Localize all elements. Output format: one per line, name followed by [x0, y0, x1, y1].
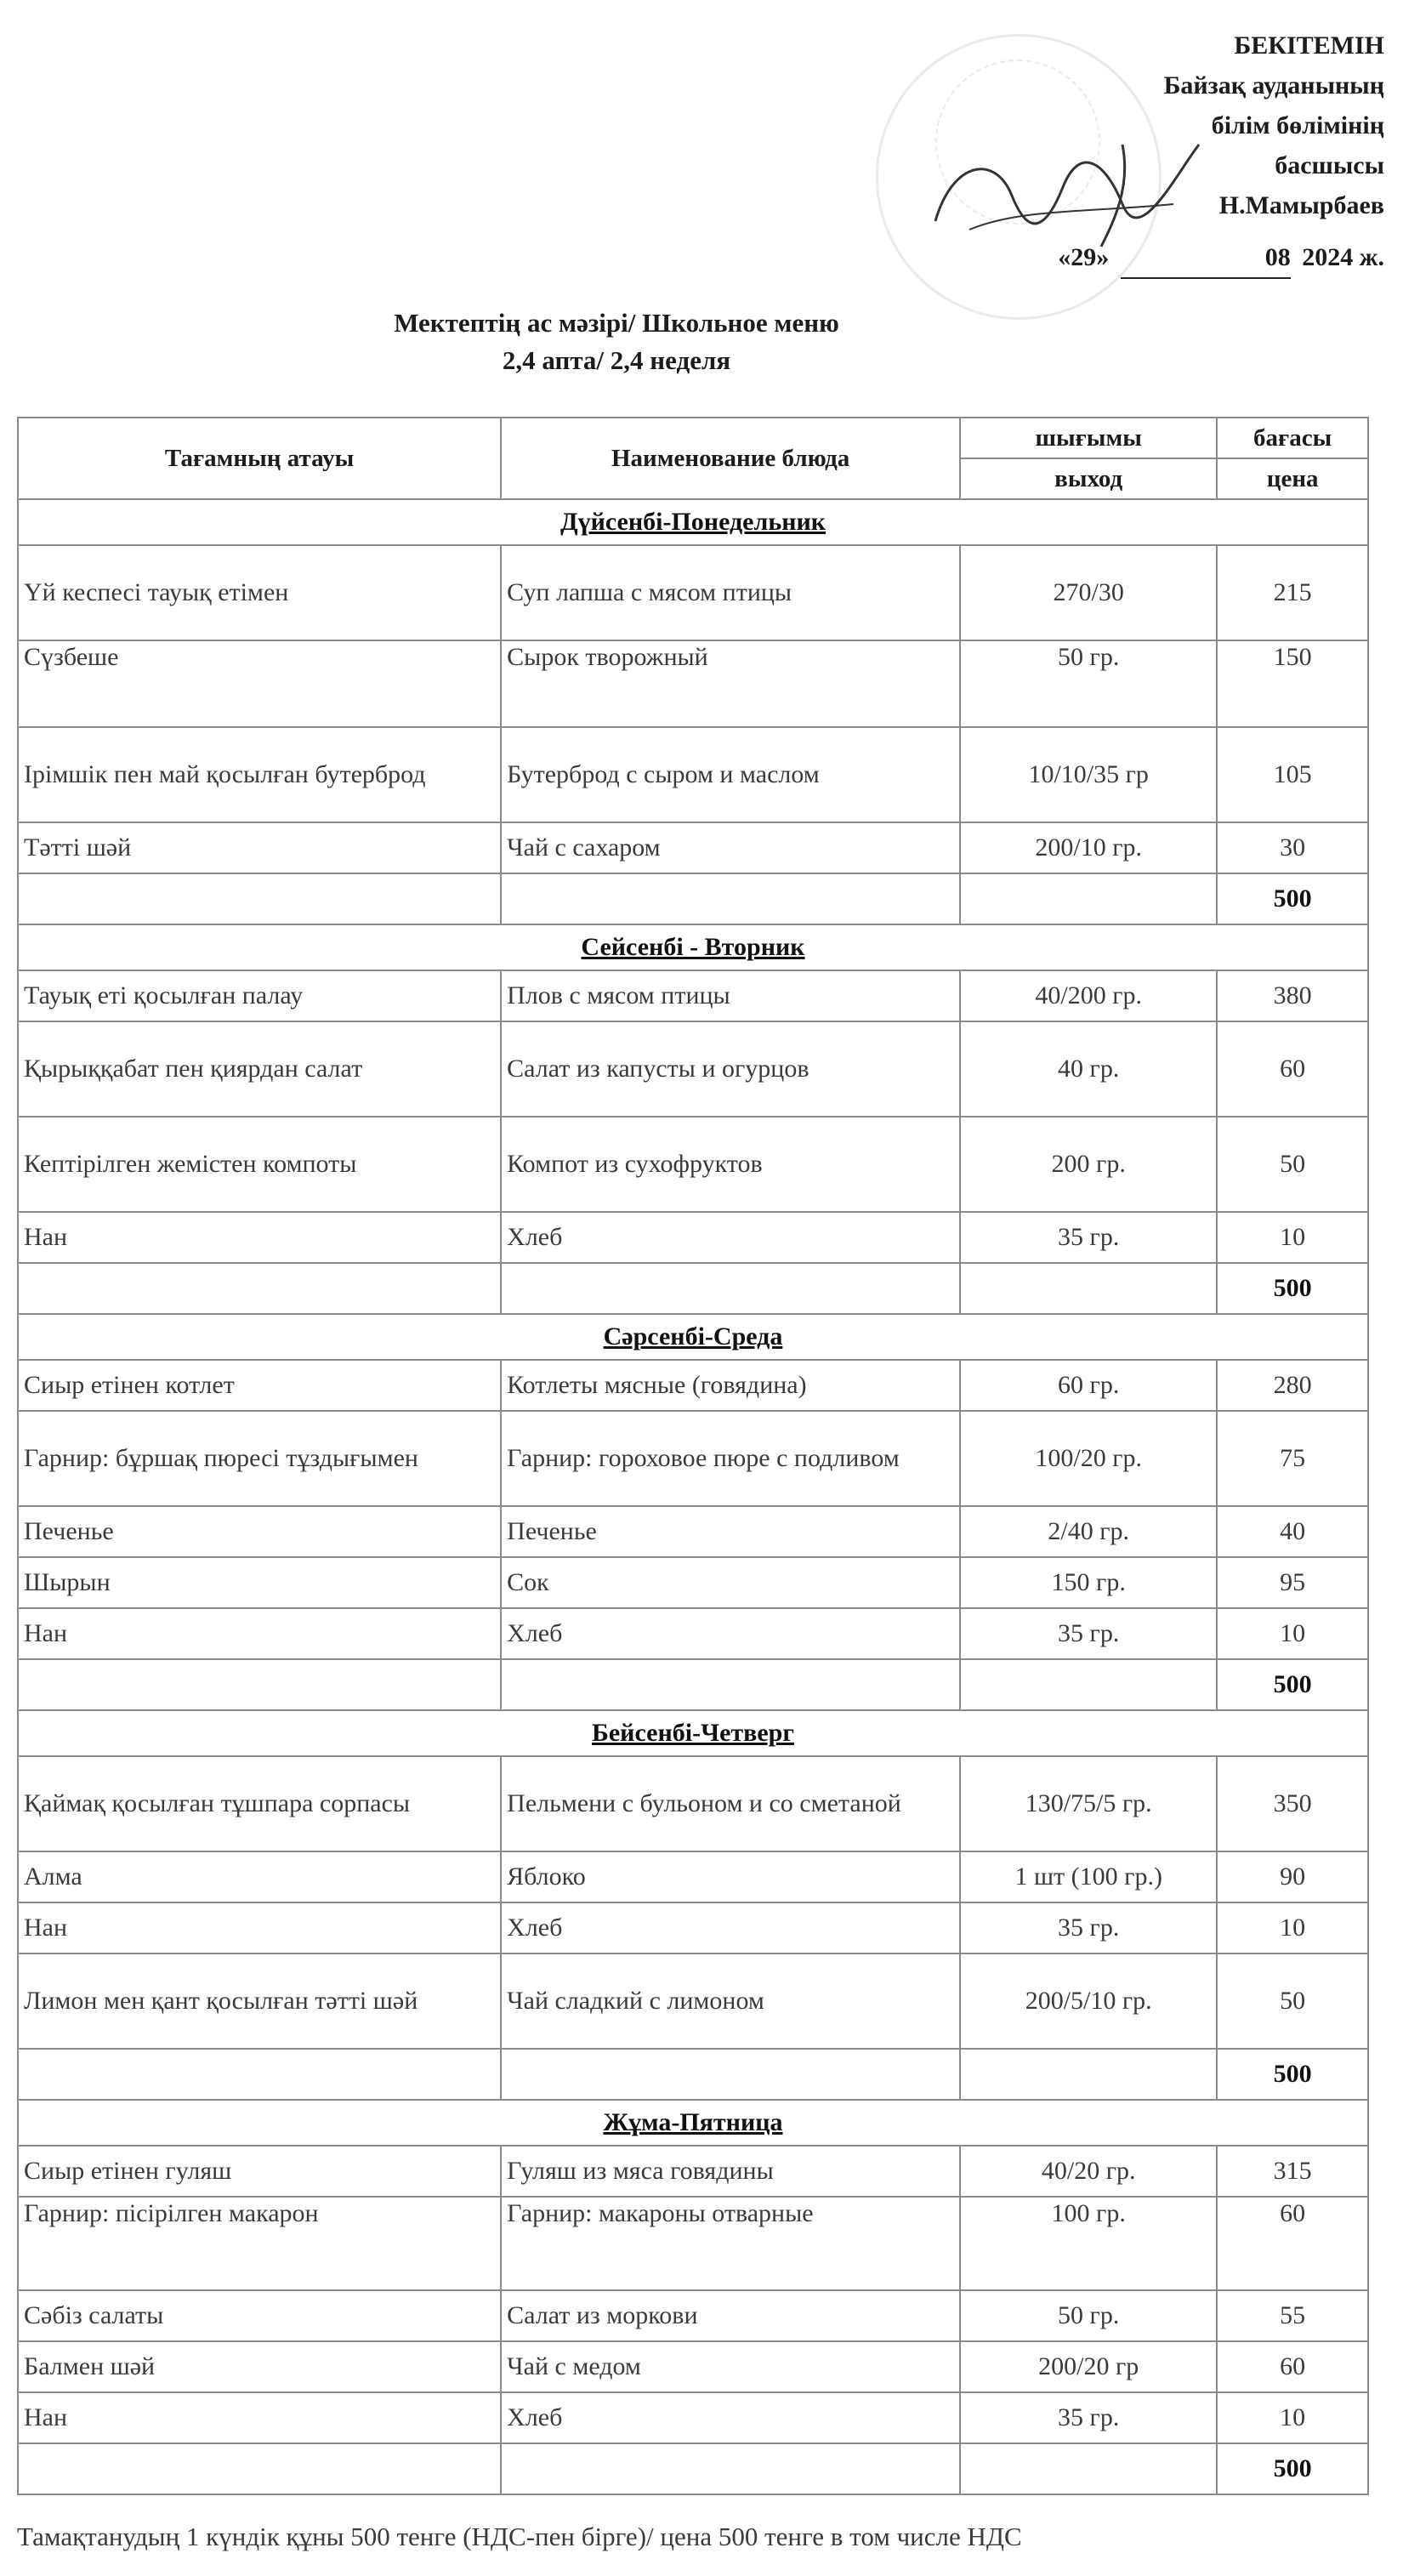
- approver-name: Н.Мамырбаев: [1218, 191, 1384, 219]
- approval-title: БЕКІТЕМІН: [1234, 31, 1384, 60]
- table-row: Тәтті шәй Чай с сахаром 200/10 гр. 30: [18, 822, 1368, 873]
- approval-year: 2024 ж.: [1302, 243, 1384, 271]
- header-ru-name: Наименование блюда: [501, 418, 960, 499]
- menu-table: [17, 417, 1369, 2495]
- table-row: Тауық еті қосылған палау Плов с мясом птицы 40/200 гр. 380: [18, 970, 1368, 1021]
- approval-month: 08: [1121, 237, 1291, 279]
- approval-line-2: білім бөлімінің: [1211, 111, 1384, 139]
- table-row: Нан Хлеб 35 гр. 10: [18, 2392, 1368, 2443]
- menu-title: [0, 304, 1233, 379]
- table-row: Сәбіз салаты Салат из моркови 50 гр. 55: [18, 2290, 1368, 2341]
- table-row: Гарнир: пісірілген макарон Гарнир: макароны отварные 100 гр. 60: [18, 2197, 1368, 2290]
- table-row: Сүзбеше Сырок творожный 50 гр. 150: [18, 640, 1368, 727]
- header-price-ru: цена: [1217, 458, 1368, 499]
- day-row: Бейсенбі-Четверг: [18, 1710, 1368, 1756]
- table-row: Нан Хлеб 35 гр. 10: [18, 1212, 1368, 1263]
- table-row: Печенье Печенье 2/40 гр. 40: [18, 1506, 1368, 1557]
- table-row: Гарнир: бұршақ пюресі тұздығымен Гарнир: гороховое пюре с подливом 100/20 гр. 75: [18, 1411, 1368, 1506]
- approval-line-1: Байзақ ауданының: [1163, 71, 1384, 100]
- table-row: Алма Яблоко 1 шт (100 гр.) 90: [18, 1851, 1368, 1902]
- approval-day: «29»: [1058, 243, 1110, 271]
- header-kz-name: Тағамның атауы: [18, 418, 501, 499]
- menu-title-line-1: Мектептің ас мәзірі/ Школьное меню: [394, 308, 839, 338]
- day-row: Дүйсенбі-Понедельник: [18, 499, 1368, 545]
- table-row: Шырын Сок 150 гр. 95: [18, 1557, 1368, 1608]
- total-row: 500: [18, 873, 1368, 924]
- signature: [918, 128, 1207, 255]
- header-out-kz: шығымы: [960, 418, 1217, 458]
- table-row: Ірімшік пен май қосылған бутерброд Бутерброд с сыром и маслом 10/10/35 гр 105: [18, 727, 1368, 822]
- footer-note: Тамақтанудың 1 күндік құны 500 тенге (НДС-пен бірге)/ цена 500 тенге в том числе НДС: [17, 2522, 1022, 2551]
- table-row: Нан Хлеб 35 гр. 10: [18, 1902, 1368, 1953]
- table-row: Сиыр етінен гуляш Гуляш из мяса говядины 40/20 гр. 315: [18, 2146, 1368, 2197]
- day-row: Жұма-Пятница: [18, 2100, 1368, 2146]
- table-row: Лимон мен қант қосылған тәтті шәй Чай сладкий с лимоном 200/5/10 гр. 50: [18, 1953, 1368, 2049]
- table-row: Кептірілген жемістен компоты Компот из сухофруктов 200 гр. 50: [18, 1117, 1368, 1212]
- menu-title-line-2: 2,4 апта/ 2,4 неделя: [502, 345, 731, 375]
- total-row: 500: [18, 2443, 1368, 2494]
- total-row: 500: [18, 2049, 1368, 2100]
- table-row: Қаймақ қосылған тұшпара сорпасы Пельмени с бульоном и со сметаной 130/75/5 гр. 350: [18, 1756, 1368, 1851]
- day-row: Сейсенбі - Вторник: [18, 924, 1368, 970]
- header-out-ru: выход: [960, 458, 1217, 499]
- approval-line-3: басшысы: [1275, 151, 1384, 179]
- day-row: Сәрсенбі-Среда: [18, 1314, 1368, 1360]
- total-row: 500: [18, 1263, 1368, 1314]
- header-price-kz: бағасы: [1217, 418, 1368, 458]
- table-row: Сиыр етінен котлет Котлеты мясные (говядина) 60 гр. 280: [18, 1360, 1368, 1411]
- table-row: Қырыққабат пен қиярдан салат Салат из капусты и огурцов 40 гр. 60: [18, 1021, 1368, 1117]
- table-row: Балмен шәй Чай с медом 200/20 гр 60: [18, 2341, 1368, 2392]
- total-row: 500: [18, 1659, 1368, 1710]
- table-row: Нан Хлеб 35 гр. 10: [18, 1608, 1368, 1659]
- table-row: Үй кеспесі тауық етімен Суп лапша с мясом птицы 270/30 215: [18, 545, 1368, 640]
